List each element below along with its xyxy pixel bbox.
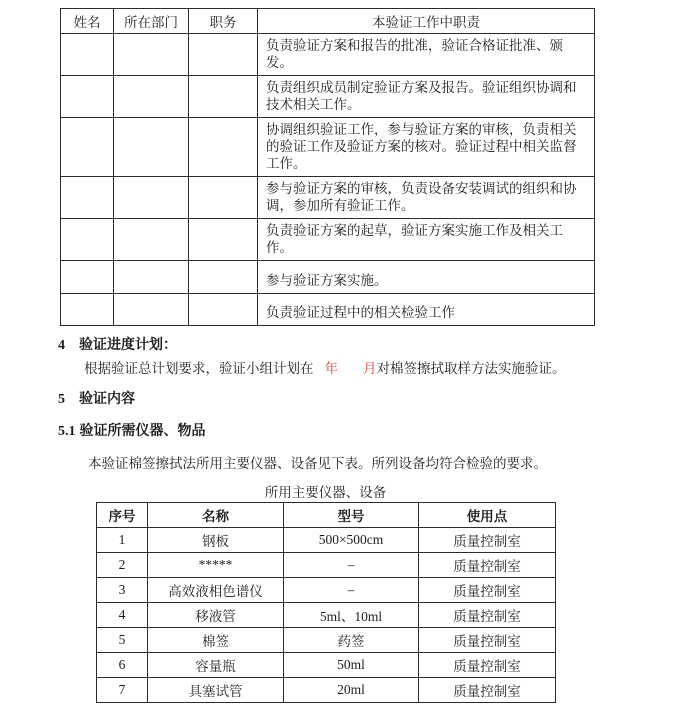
equip-no: 4 (97, 603, 148, 628)
equip-model: 5ml、10ml (284, 603, 419, 628)
equip-no: 2 (97, 553, 148, 578)
position-cell-empty (189, 34, 258, 76)
position-cell-empty (189, 219, 258, 261)
roles-header-duty: 本验证工作中职责 (258, 9, 595, 34)
equip-name: 具塞试管 (148, 678, 284, 703)
equip-no: 5 (97, 628, 148, 653)
equipment-table (96, 502, 556, 703)
table-row (97, 653, 556, 678)
equip-usage: 质量控制室 (419, 628, 556, 653)
schedule-paragraph (84, 357, 566, 377)
equip-model: 药签 (284, 628, 419, 653)
equip-header-no: 序号 (97, 503, 148, 528)
equip-name: ***** (148, 553, 284, 578)
equip-no: 7 (97, 678, 148, 703)
department-cell-empty (114, 118, 189, 177)
equip-usage: 质量控制室 (419, 603, 556, 628)
equipment-intro-paragraph: 本验证棉签擦拭法所用主要仪器、设备见下表。所列设备均符合检验的要求。 (88, 456, 547, 471)
roles-table (60, 8, 595, 326)
equip-model: 20ml (284, 678, 419, 703)
duty-cell: 参与验证方案实施。 (258, 261, 595, 294)
duty-cell: 参与验证方案的审核，负责设备安装调试的组织和协调，参加所有验证工作。 (258, 177, 595, 219)
equip-usage: 质量控制室 (419, 553, 556, 578)
position-cell-empty (189, 118, 258, 177)
equip-header-model: 型号 (284, 503, 419, 528)
schedule-year-placeholder: 年 (324, 361, 338, 376)
equip-no: 6 (97, 653, 148, 678)
position-cell-empty (189, 294, 258, 326)
equip-model: – (284, 553, 419, 578)
duty-cell: 协调组织验证工作，参与验证方案的审核，负责相关的验证工作及验证方案的核对。验证过程中相关监督工作。 (258, 118, 595, 177)
schedule-prefix: 根据验证总计划要求，验证小组计划在 (84, 361, 314, 376)
section-4-title: 验证进度计划： (79, 338, 177, 353)
schedule-month-placeholder: 月 (363, 361, 377, 376)
name-cell-empty (61, 118, 114, 177)
roles-header-name: 姓名 (61, 9, 114, 34)
name-cell-empty (61, 219, 114, 261)
equip-model: – (284, 578, 419, 603)
section-5-1-title: 验证所需仪器、物品 (79, 424, 206, 439)
department-cell-empty (114, 76, 189, 118)
equip-name: 高效液相色谱仪 (148, 578, 284, 603)
duty-cell: 负责验证方案和报告的批准，验证合格证批准、颁发。 (258, 34, 595, 76)
name-cell-empty (61, 294, 114, 326)
table-row (97, 603, 556, 628)
section-5-1-heading (58, 420, 206, 440)
name-cell-empty (61, 261, 114, 294)
equip-usage: 质量控制室 (419, 528, 556, 553)
name-cell-empty (61, 34, 114, 76)
schedule-suffix: 对棉签擦拭取样方法实施验证。 (376, 361, 566, 376)
position-cell-empty (189, 261, 258, 294)
table-row (61, 219, 595, 261)
duty-cell: 负责验证过程中的相关检验工作 (258, 294, 595, 326)
equip-no: 3 (97, 578, 148, 603)
name-cell-empty (61, 177, 114, 219)
department-cell-empty (114, 261, 189, 294)
equip-no: 1 (97, 528, 148, 553)
table-row (61, 261, 595, 294)
position-cell-empty (189, 76, 258, 118)
table-row (61, 294, 595, 326)
table-row (61, 177, 595, 219)
equip-name: 棉签 (148, 628, 284, 653)
roles-header-department: 所在部门 (114, 9, 189, 34)
section-4-number: 4 (58, 338, 65, 353)
section-5-1-number: 5.1 (58, 424, 76, 439)
department-cell-empty (114, 177, 189, 219)
table-row (97, 553, 556, 578)
equip-name: 钢板 (148, 528, 284, 553)
equipment-header-row (97, 503, 556, 528)
equip-header-usage-point: 使用点 (419, 503, 556, 528)
table-row (61, 34, 595, 76)
equip-name: 容量瓶 (148, 653, 284, 678)
equip-model: 500×500cm (284, 528, 419, 553)
roles-header-position: 职务 (189, 9, 258, 34)
table-row (97, 528, 556, 553)
table-row (61, 118, 595, 177)
department-cell-empty (114, 34, 189, 76)
equip-header-name: 名称 (148, 503, 284, 528)
section-5-title: 验证内容 (79, 392, 135, 407)
section-5-heading (58, 388, 135, 408)
duty-cell: 负责组织成员制定验证方案及报告。验证组织协调和技术相关工作。 (258, 76, 595, 118)
position-cell-empty (189, 177, 258, 219)
equip-model: 50ml (284, 653, 419, 678)
name-cell-empty (61, 76, 114, 118)
equip-usage: 质量控制室 (419, 678, 556, 703)
equip-usage: 质量控制室 (419, 578, 556, 603)
duty-cell: 负责验证方案的起草，验证方案实施工作及相关工作。 (258, 219, 595, 261)
roles-header-row (61, 9, 595, 34)
equipment-table-caption: 所用主要仪器、设备 (264, 485, 387, 500)
department-cell-empty (114, 294, 189, 326)
department-cell-empty (114, 219, 189, 261)
table-row (97, 628, 556, 653)
table-row (97, 678, 556, 703)
section-4-heading (58, 334, 177, 354)
equip-usage: 质量控制室 (419, 653, 556, 678)
table-row (97, 578, 556, 603)
equip-name: 移液管 (148, 603, 284, 628)
section-5-number: 5 (58, 392, 65, 407)
table-row (61, 76, 595, 118)
